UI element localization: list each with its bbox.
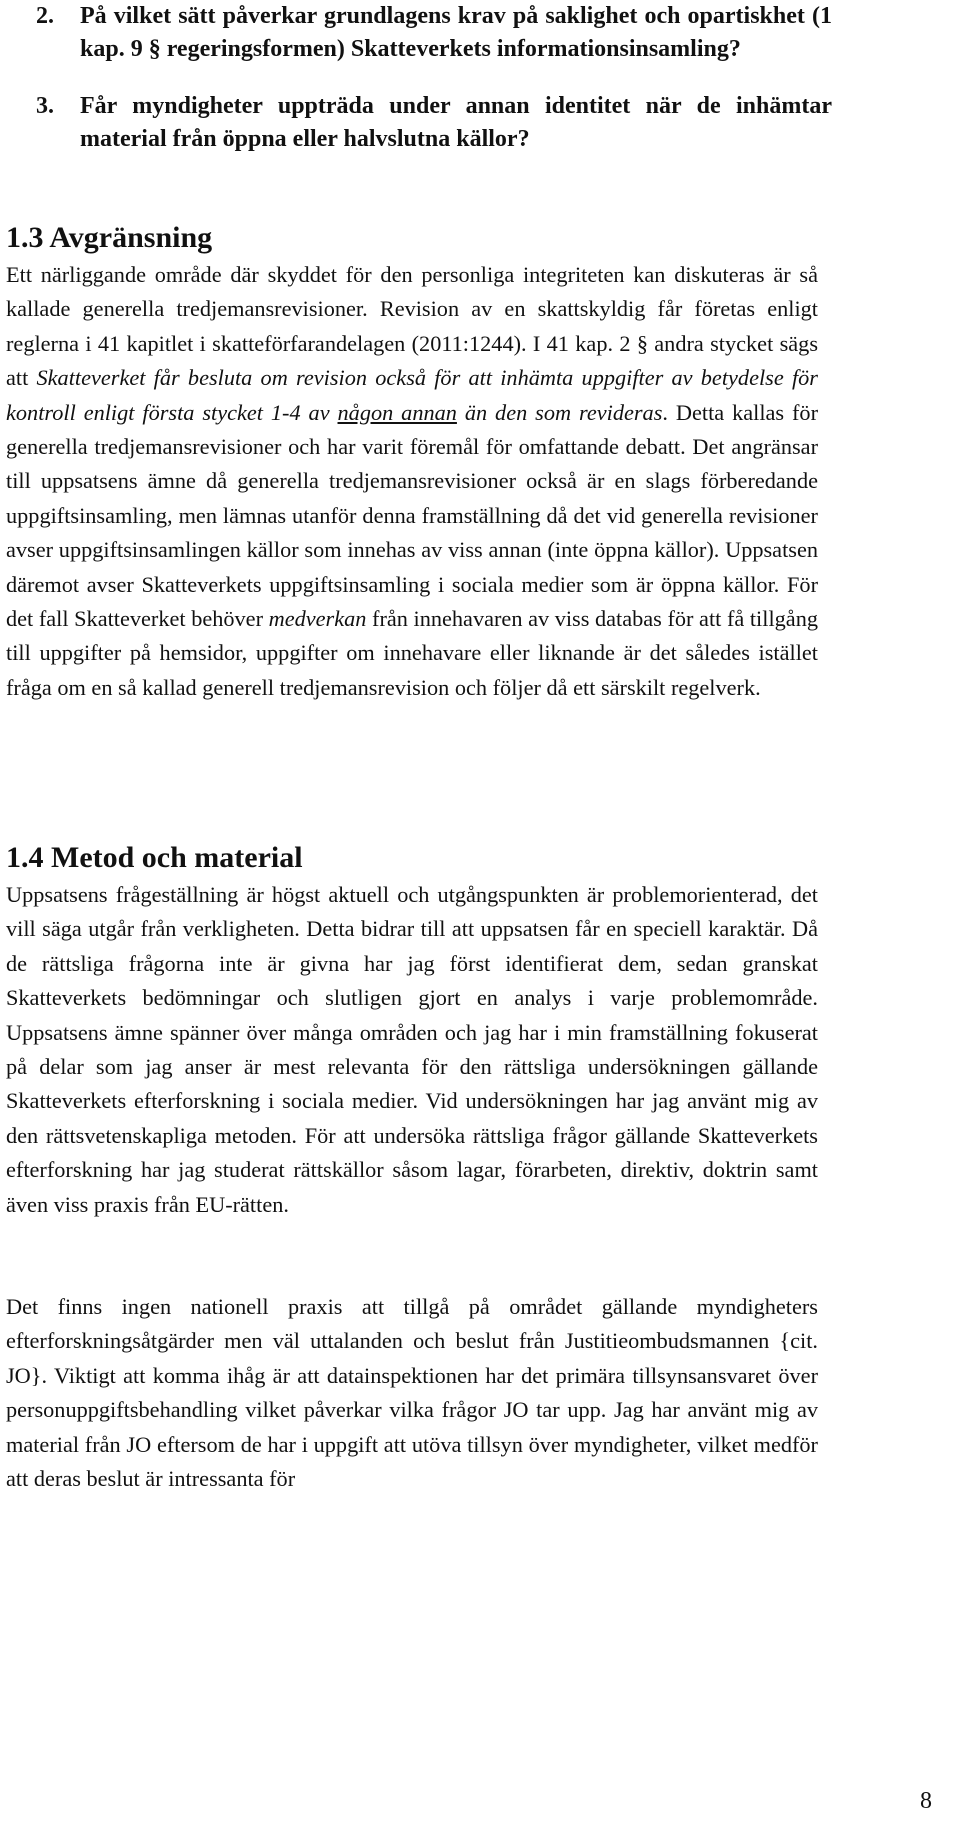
section-heading-metod: 1.4 Metod och material <box>6 841 303 874</box>
italic-term: medverkan <box>268 606 367 632</box>
page-number: 8 <box>920 1788 932 1814</box>
text-run: Skatteverket får besluta om revision också för att inhämta uppgifter av betydelse för kontroll enligt första stycket 1-4 av <box>6 365 818 425</box>
section-heading-avgransning: 1.3 Avgränsning <box>6 221 213 254</box>
avgransning-paragraph <box>6 258 818 705</box>
text-run: än den som revideras <box>456 399 663 425</box>
underlined-emphasis: någon annan <box>337 399 457 425</box>
question-text: Får myndigheter uppträda under annan identitet när de inhämtar material från öppna eller halvslutna källor? <box>80 93 832 152</box>
metod-paragraph-1: Uppsatsens frågeställning är högst aktuell och utgångspunkten är problemorienterad, det vill säga utgår från verkligheten. Detta bidrar till att uppsatsen får en speciell karaktär. Då de rättsliga frågorna inte är givna har jag först identifierat dem, sedan granskat Skatteverkets bedömningar och slutligen gjort en analys i varje problemområde. Uppsatsens ämne spänner över många områden och jag har i min framställning fokuserat på delar som jag anser är mest relevanta för den rättsliga undersökningen gällande Skatteverkets efterforskning i sociala medier. Vid undersökningen har jag använt mig av den rättsvetenskapliga metoden. För att undersöka rättsliga frågor gällande Skatteverkets efterforskning har jag studerat rättskällor såsom lagar, förarbeten, direktiv, doktrin samt även viss praxis från EU-rätten. <box>6 882 818 1217</box>
text-run: från innehavaren av viss databas för att få tillgång till uppgifter på hemsidor, uppgifter om innehavare eller liknande är det således istället fråga om en så kallad generell tredjemansrevision och följer då ett särskilt regelverk. <box>6 606 818 700</box>
question-text: På vilket sätt påverkar grundlagens krav på saklighet och opartiskhet (1 kap. 9 § regeringsformen) Skatteverkets informationsinsamling? <box>80 3 832 62</box>
question-number: 3. <box>36 93 54 119</box>
question-number: 2. <box>36 3 54 29</box>
text-run: . Detta kallas för generella tredjemansrevisioner och har varit föremål för omfattande debatt. Det angränsar till uppsatsens ämne då generella tredjemansrevisioner också är en slags förberedande uppgiftsinsamling, men lämnas utanför denna framställning då det vid generella revisioner avser uppgiftsinsamlingen källor som innehas av viss annan (inte öppna källor). Uppsatsen däremot avser Skatteverkets uppgiftsinsamling i sociala medier som är öppna källor. För det fall Skatteverket behöver <box>6 399 818 632</box>
metod-paragraph-2: Det finns ingen nationell praxis att tillgå på området gällande myndigheters efterforskningsåtgärder men väl uttalanden och beslut från Justitieombudsmannen {cit. JO}. Viktigt att komma ihåg är att datainspektionen har det primära tillsynsansvaret över personuppgiftsbehandling vilket påverkar vilka frågor JO tar upp. Jag har använt mig av material från JO eftersom de har i uppgift att utöva tillsyn över myndigheter, vilket medför att deras beslut är intressanta för <box>6 1294 818 1492</box>
text-run: Ett närliggande område där skyddet för den personliga integriteten kan diskuteras är så kallade generella tredjemansrevisioner. Revision av en skattskyldig får företas enligt reglerna i 41 kapitlet i skatteförfarandelagen (2011:1244). I 41 kap. 2 § andra stycket sägs att <box>6 262 818 391</box>
